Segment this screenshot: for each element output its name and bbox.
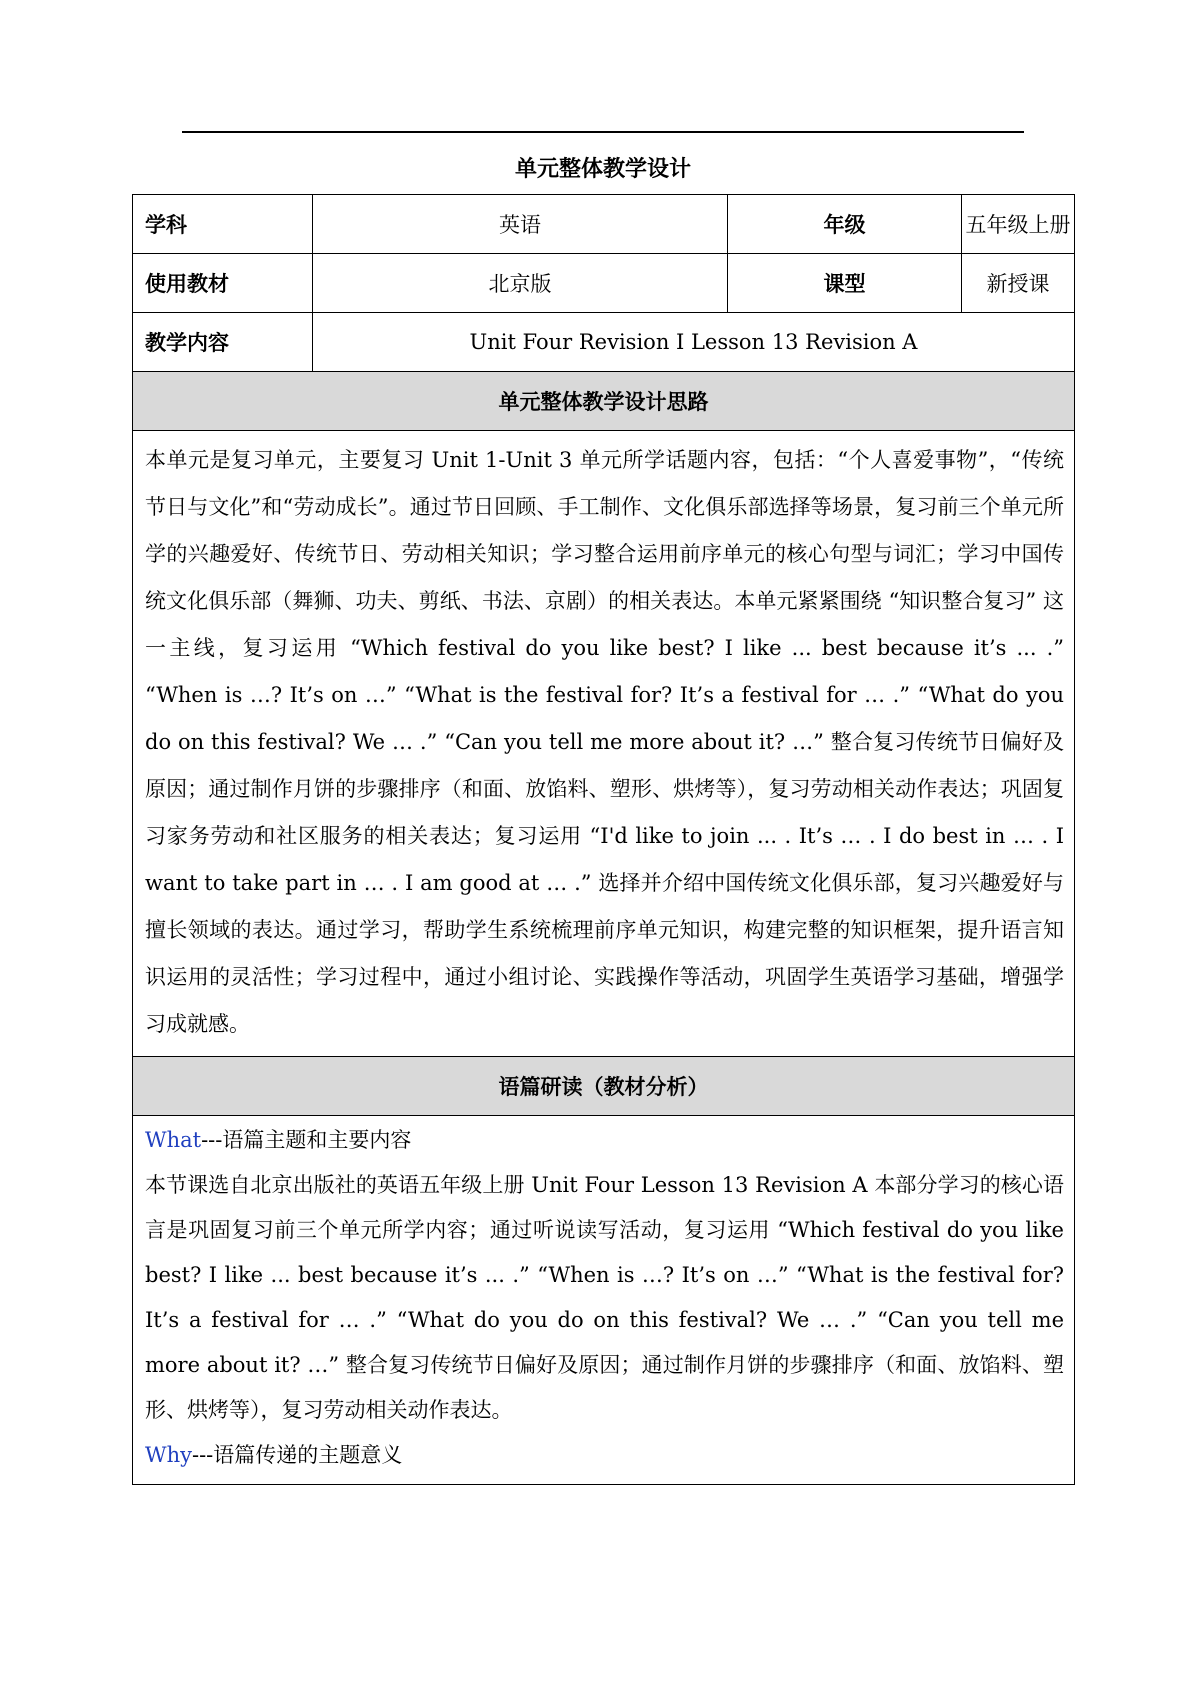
analysis-section-heading: 语篇研读（教材分析） — [133, 1057, 1075, 1116]
grade-value: 五年级上册 — [962, 195, 1075, 254]
subject-row — [133, 195, 1075, 254]
subject-label: 学科 — [133, 195, 313, 254]
why-subheading — [145, 1433, 1064, 1478]
why-label: ---语篇传递的主题意义 — [191, 1443, 403, 1467]
what-tag: What — [145, 1128, 202, 1152]
textbook-row — [133, 254, 1075, 313]
header-rule — [182, 131, 1024, 133]
what-subheading — [145, 1118, 1064, 1163]
design-paragraph: 本单元是复习单元，主要复习 Unit 1-Unit 3 单元所学话题内容，包括：“个人喜爱事物”，“传统节日与文化”和“劳动成长”。通过节日回顾、手工制作、文化俱乐部选择等场景，复习前三个单元所学的兴趣爱好、传统节日、劳动相关知识；学习整合运用前序单元的核心句型与词汇；学习中国传统文化俱乐部（舞狮、功夫、剪纸、书法、京剧）的相关表达。本单元紧紧围绕 “知识整合复习” 这一主线，复习运用 “Which festival do you like best? I like ... best because it’s ... .” “When is …? It’s on …” “What is the festival for? It’s a festival for … .” “What do you do on this festival? We … .” “Can you tell me more about it? …” 整合复习传统节日偏好及原因；通过制作月饼的步骤排序（和面、放馅料、塑形、烘烤等），复习劳动相关动作表达；巩固复习家务劳动和社区服务的相关表达；复习运用 “I'd like to join ... . It’s … . I do best in … . I want to take part in … . I am good at … .” 选择并介绍中国传统文化俱乐部，复习兴趣爱好与擅长领域的表达。通过学习，帮助学生系统梳理前序单元知识，构建完整的知识框架，提升语言知识运用的灵活性；学习过程中，通过小组讨论、实践操作等活动，巩固学生英语学习基础，增强学习成就感。 — [145, 448, 1064, 1036]
document-title: 单元整体教学设计 — [514, 157, 691, 182]
why-tag: Why — [145, 1443, 192, 1467]
subject-value: 英语 — [313, 195, 728, 254]
analysis-section-body — [133, 1116, 1075, 1485]
content-label: 教学内容 — [133, 313, 313, 372]
design-section-header-row — [133, 372, 1075, 431]
textbook-value: 北京版 — [313, 254, 728, 313]
lesson-type-label: 课型 — [728, 254, 962, 313]
content-value: Unit Four Revision I Lesson 13 Revision A — [313, 313, 1075, 372]
design-section-body-row — [133, 431, 1075, 1057]
grade-label: 年级 — [728, 195, 962, 254]
content-row — [133, 313, 1075, 372]
analysis-section-body-row — [133, 1116, 1075, 1485]
what-paragraph: 本节课选自北京出版社的英语五年级上册 Unit Four Lesson 13 Revision A 本部分学习的核心语言是巩固复习前三个单元所学内容；通过听说读写活动，复习运用 “Which festival do you like best? I like ... best because it’s ... .” “When is …? It’s on …” “What is the festival for? It’s a festival for … .” “What do you do on this festival? We … .” “Can you tell me more about it? …” 整合复习传统节日偏好及原因；通过制作月饼的步骤排序（和面、放馅料、塑形、烘烤等），复习劳动相关动作表达。 — [145, 1173, 1064, 1422]
what-label: ---语篇主题和主要内容 — [201, 1128, 412, 1152]
design-section-heading: 单元整体教学设计思路 — [133, 372, 1075, 431]
lesson-plan-table — [132, 194, 1075, 1485]
design-section-body — [133, 431, 1075, 1057]
textbook-label: 使用教材 — [133, 254, 313, 313]
analysis-section-header-row — [133, 1057, 1075, 1116]
lesson-type-value: 新授课 — [962, 254, 1075, 313]
